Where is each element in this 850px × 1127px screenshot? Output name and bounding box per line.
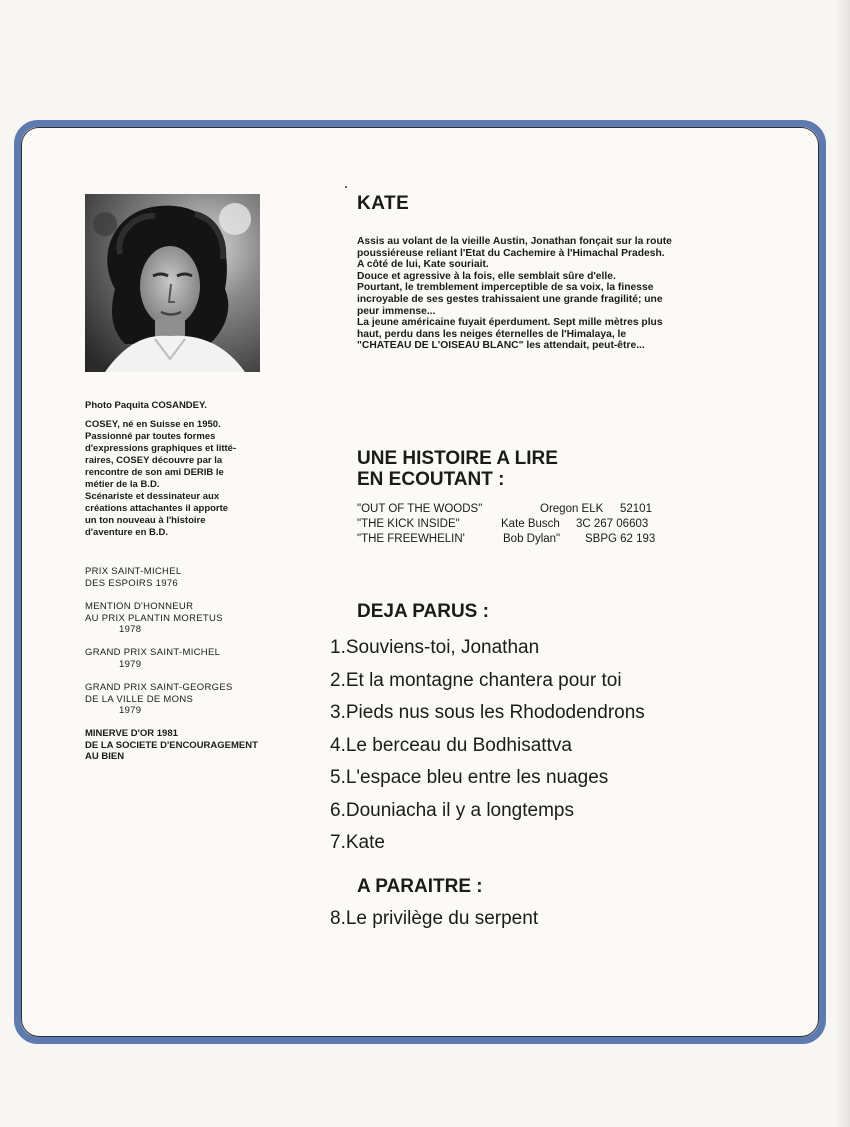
list-item: 5.L'espace bleu entre les nuages	[330, 767, 609, 788]
story-synopsis: Assis au volant de la vieille Austin, Jonathan fonçait sur la route poussiéreuse reliant l'Etat du Cachemire à l'Himachal Pradesh. A côté de lui, Kate souriait. Douce et agressive à la fois, elle semblait sûre d'elle. Pourtant, le tremblement imperceptible de sa voix, la finesse incroyable de ses gestes trahissaient une grande fragilité; une peur immense... La jeune américaine fuyait éperdument. Sept mille mètres plus haut, perdu dans les neiges éternelles de l'Himalaya, le "CHATEAU DE L'OISEAU BLANC" les attendait, peut-être...	[357, 236, 672, 352]
list-item: 3.Pieds nus sous les Rhododendrons	[330, 702, 645, 723]
published-heading: DEJA PARUS :	[357, 601, 489, 622]
music-heading: UNE HISTOIRE A LIRE EN ECOUTANT :	[357, 448, 558, 490]
list-item: 4.Le berceau du Bodhisattva	[330, 734, 572, 756]
award-item: MINERVE D'OR 1981 DE LA SOCIETE D'ENCOURAGEMENT AU BIEN	[85, 728, 258, 762]
story-title: KATE	[357, 193, 410, 214]
music-track: "THE KICK INSIDE" Kate Busch 3C 267 06603	[357, 518, 649, 530]
published-list	[330, 632, 645, 860]
upcoming-heading: A PARAITRE :	[357, 876, 483, 897]
list-item: 6.Douniacha il y a longtemps	[330, 799, 574, 821]
photo-credit: Photo Paquita COSANDEY.	[85, 400, 207, 411]
award-item: GRAND PRIX SAINT-GEORGES DE LA VILLE DE MONS 1979	[85, 682, 233, 716]
list-item: 8.Le privilège du serpent	[330, 908, 539, 929]
award-item: MENTION D'HONNEUR AU PRIX PLANTIN MORETUS 1978	[85, 601, 223, 635]
print-mark	[345, 186, 347, 188]
author-photo	[85, 194, 260, 372]
music-track: "OUT OF THE WOODS" Oregon ELK 52101	[357, 503, 652, 515]
list-item: 7.Kate	[330, 832, 385, 853]
award-item: GRAND PRIX SAINT-MICHEL 1979	[85, 647, 221, 670]
list-item: 1.Souviens-toi, Jonathan	[330, 637, 540, 658]
page-edge	[838, 0, 850, 1127]
upcoming-list	[330, 903, 538, 935]
award-item: PRIX SAINT-MICHEL DES ESPOIRS 1976	[85, 566, 182, 589]
author-bio: COSEY, né en Suisse en 1950. Passionné par toutes formes d'expressions graphiques et litté- raires, COSEY découvre par la rencontre de son ami DERIB le métier de la B.D. Scénariste et dessinateur aux créations attachantes il apporte un ton nouveau à l'histoire d'aventure en B.D.	[85, 419, 237, 538]
list-item: 2.Et la montagne chantera pour toi	[330, 669, 622, 691]
music-track: "THE FREEWHELIN' Bob Dylan" SBPG 62 193	[357, 533, 656, 545]
music-list	[357, 502, 655, 547]
